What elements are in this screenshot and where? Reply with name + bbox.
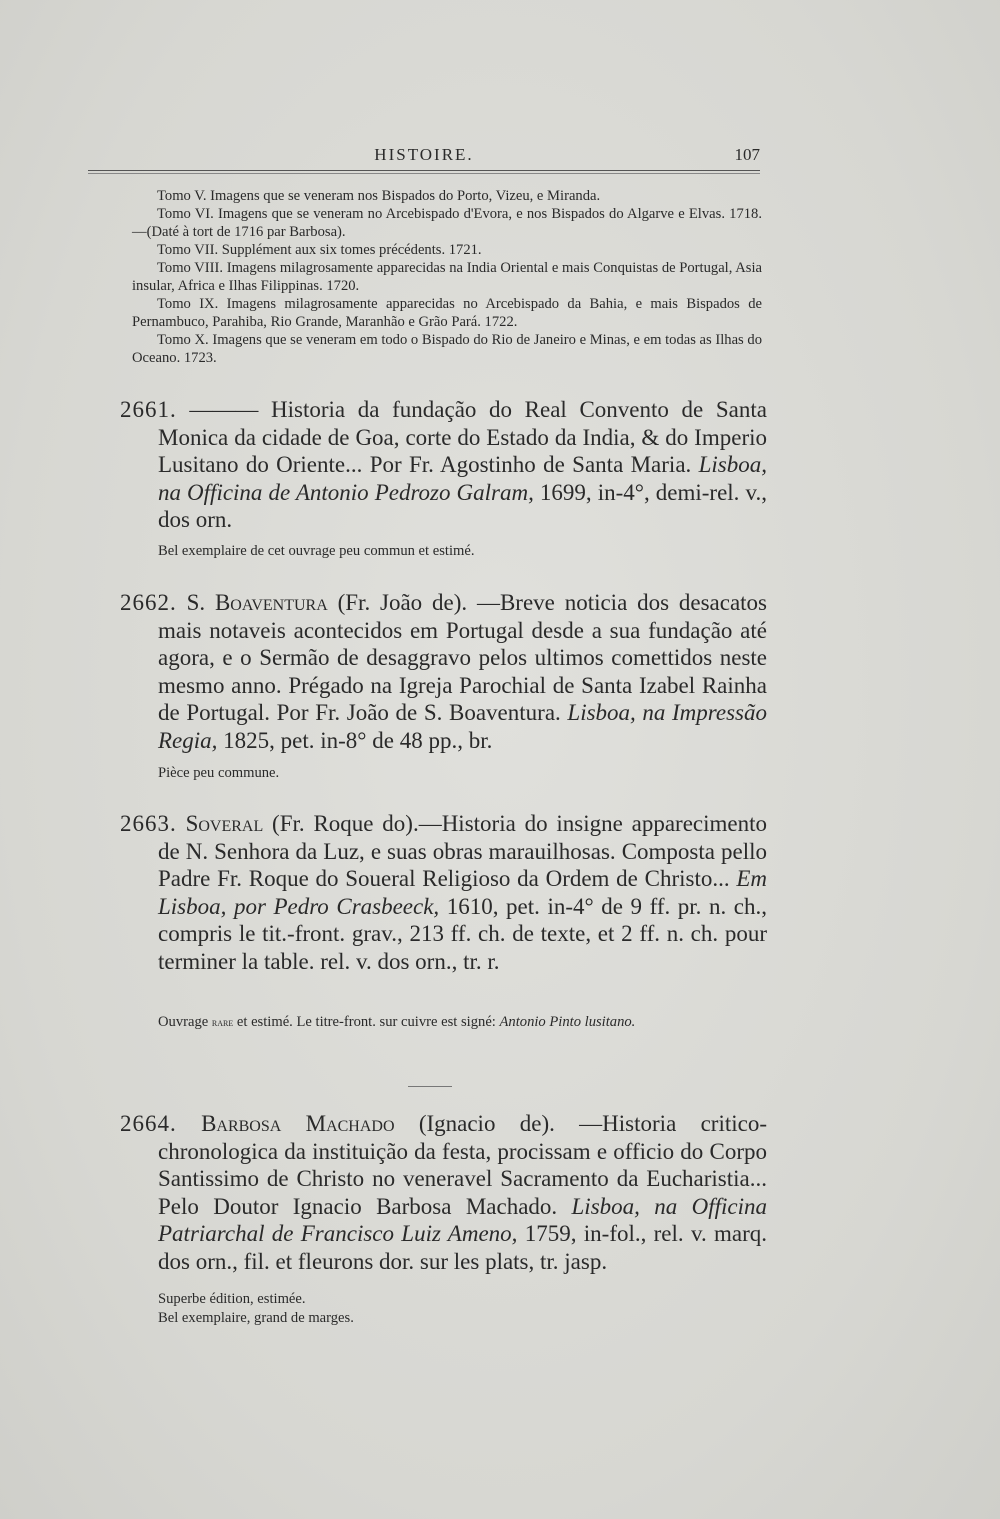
entry-imprint: Lisboa, na Officina de Antonio Pedrozo Galram, [158, 452, 767, 505]
tomo-list [132, 187, 762, 367]
entry-number: 2661. [120, 397, 177, 422]
entry-imprint: Lisboa, na Officina Patriarchal de Francisco Luiz Ameno, [158, 1193, 767, 1246]
note-text-2: Bel exemplaire, grand de marges. [158, 1310, 354, 1326]
entry-collation: 1610, pet. in-4° de 9 ff. pr. n. ch., compris le tit.-front. grav., 213 ff. ch. de texte, et 2 ff. n. ch. pour terminer la table. rel. v. dos orn., tr. r. [158, 893, 767, 974]
entry-author: Barbosa Machado [201, 1111, 395, 1136]
entry-2664-text [122, 1110, 767, 1275]
entry-number: 2663. [120, 811, 177, 836]
note-2664 [158, 1290, 768, 1328]
note-2662 [158, 764, 768, 783]
tomo-ix: Tomo IX. Imagens milagrosamente apparecidas no Arcebispado da Bahia, e mais Bispados de Pernambuco, Parahiba, Rio Grande, Maranhão e Grão Pará. 1722. [132, 296, 762, 330]
tomo-viii: Tomo VIII. Imagens milagrosamente apparecidas na India Oriental e mais Conquistas de Portugal, Asia insular, Africa e Ilhas Filippinas. 1720. [132, 260, 762, 294]
tomo-x: Tomo X. Imagens que se veneram em todo o Bispado do Rio de Janeiro e Minas, e em todas as Ilhas do Oceano. 1723. [132, 332, 762, 366]
note-rare: rare [211, 1015, 234, 1029]
entry-imprint: Em Lisboa, por Pedro Crasbeeck, [158, 866, 767, 919]
entry-number: 2662. [120, 590, 177, 615]
entry-title: (Fr. Roque do).—Historia do insigne apparecimento de N. Senhora da Luz, e suas obras marauilhosas. Composta pello Padre Fr. Roque do Soueral Religioso da Ordem de Christo... [158, 811, 768, 891]
entry-title: (Fr. João de). —Breve noticia dos desacatos mais notaveis acontecidos em Portugal desde a sua fundação até agora, e o Sermão de desaggravo pelos ultimos comettidos neste mesmo anno. Prégado na Igreja Parochial de Santa Izabel Rainha de Portugal. Por Fr. João de S. Boaventura. [158, 590, 768, 725]
entry-2663-text [122, 810, 767, 975]
entry-2662-text [122, 589, 767, 754]
entry-imprint: Lisboa, na Impressão Regia, [158, 700, 767, 753]
entry-2662 [122, 589, 767, 754]
entry-title: Historia da fundação do Real Convento de Santa Monica da cidade de Goa, corte do Estado da India, & do Imperio Lusitano do Oriente... Por Fr. Agostinho de Santa Maria. [158, 397, 767, 477]
entry-author: Soveral [185, 811, 264, 836]
note-mid: et estimé. Le titre-front. sur cuivre est signé: [233, 1014, 500, 1030]
entry-dash: ——— [176, 397, 272, 422]
entry-2661 [122, 396, 767, 534]
entry-title: (Ignacio de). —Historia critico-chronologica da instituição da festa, procissam e officio do Corpo Santissimo de Christo no veneravel Sacramento da Eucharistia... Pelo Doutor Ignacio Barbosa Machado. [158, 1111, 767, 1219]
note-2663 [158, 1013, 768, 1032]
header-rule [88, 170, 760, 171]
entry-number: 2664. [120, 1111, 177, 1136]
entry-2663 [122, 810, 767, 975]
header-rule-thin [88, 173, 760, 174]
note-pre: Ouvrage [158, 1014, 212, 1030]
entry-collation: 1699, in-4°, demi-rel. v., dos orn. [158, 479, 767, 532]
note-text: Pièce peu commune. [158, 765, 280, 781]
entry-collation: 1825, pet. in-8° de 48 pp., br. [217, 727, 493, 753]
tomo-v: Tomo V. Imagens que se veneram nos Bispados do Porto, Vizeu, e Miranda. [157, 188, 601, 204]
page-number: 107 [734, 145, 760, 164]
running-head: HISTOIRE. [374, 145, 474, 164]
tomo-vi: Tomo VI. Imagens que se veneram no Arcebispado d'Evora, e nos Bispados do Algarve e Elvas. 1718.—(Daté à tort de 1716 par Barbosa). [132, 206, 762, 240]
entry-2661-text [122, 396, 767, 534]
entry-author: S. Boaventura [186, 590, 328, 615]
note-signature: Antonio Pinto lusitano. [499, 1014, 636, 1030]
entry-collation: 1759, in-fol., rel. v. marq. dos orn., fil. et fleurons dor. sur les plats, tr. jasp. [158, 1221, 767, 1274]
note-text [158, 1013, 768, 1032]
note-text-1: Superbe édition, estimée. [158, 1291, 306, 1307]
tomo-vii: Tomo VII. Supplément aux six tomes précédents. 1721. [157, 242, 482, 258]
note-text: Bel exemplaire de cet ouvrage peu commun et estimé. [158, 543, 475, 559]
entry-2664 [122, 1110, 767, 1275]
section-separator [408, 1086, 452, 1087]
page-header [88, 145, 760, 175]
note-2661 [158, 542, 768, 561]
